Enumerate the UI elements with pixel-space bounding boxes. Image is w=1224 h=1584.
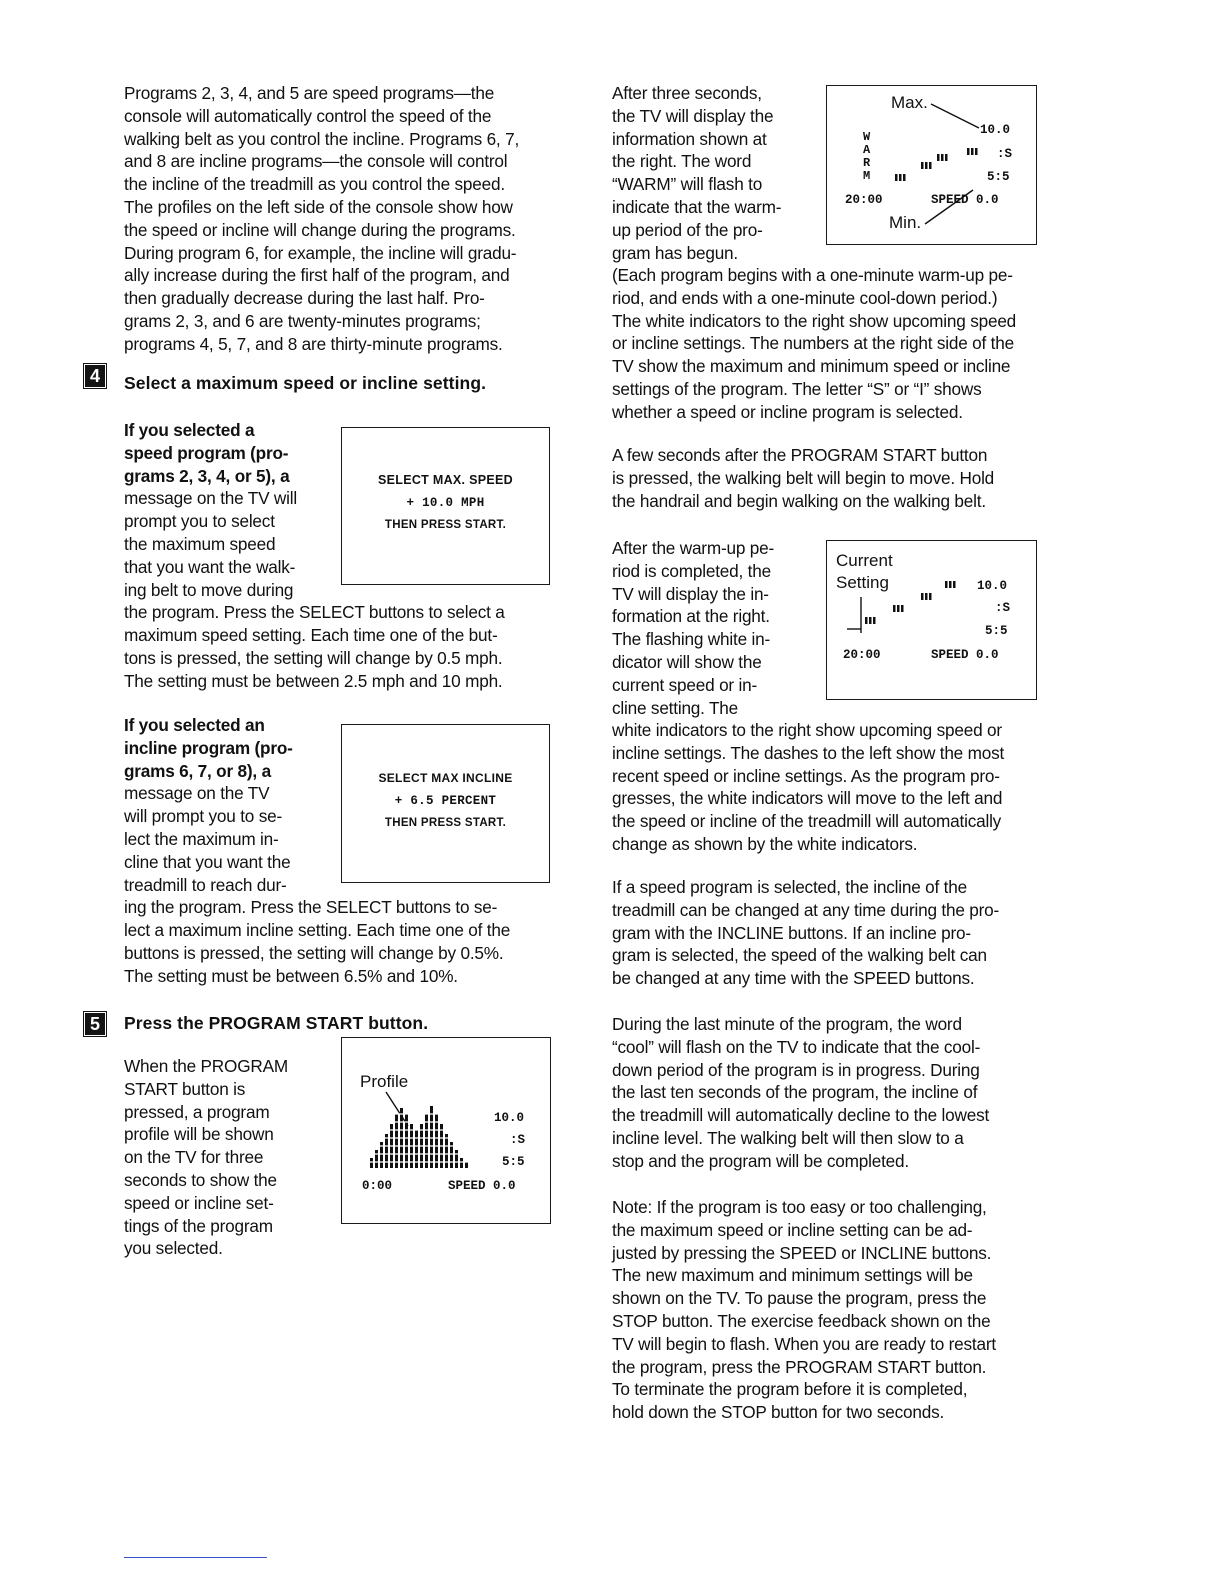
speed-text-line: prompt you to select <box>124 511 275 532</box>
footer-rule <box>124 1557 267 1558</box>
current-setting-side-paragraph <box>612 537 812 719</box>
start-line: A few seconds after the PROGRAM START button <box>612 445 988 465</box>
current-side-line: riod is completed, the <box>612 560 771 581</box>
warm-up-side-paragraph <box>612 82 812 264</box>
speed-prog-line: If a speed program is selected, the incline of the <box>612 877 967 897</box>
current-label: Current <box>836 551 893 570</box>
cool-line: down period of the program is in progress. During <box>612 1059 980 1080</box>
warm-letter: W <box>863 130 871 144</box>
cool-line: During the last minute of the program, the word <box>612 1014 962 1034</box>
cool-line: incline level. The walking belt will then slow to a <box>612 1127 964 1148</box>
step5-text-line: START button is <box>124 1078 246 1099</box>
step-5-heading: Press the PROGRAM START button. <box>124 1013 429 1033</box>
speed-text-line: tons is pressed, the setting will change by 0.5 mph. <box>124 647 503 668</box>
cool-down-paragraph <box>612 1013 1062 1173</box>
current-full-line: incline settings. The dashes to the left show the most <box>612 742 1005 763</box>
warm-type-indicator: :S <box>997 147 1013 161</box>
speed-bold-line: grams 2, 3, 4, or 5), a <box>124 465 290 486</box>
min-label: Min. <box>889 213 922 232</box>
incline-text-line: treadmill to reach dur- <box>124 874 287 895</box>
current-type-indicator: :S <box>995 601 1011 615</box>
profile-bars-graphic <box>342 1038 550 1223</box>
warm-max-value: 10.0 <box>980 123 1011 137</box>
current-side-line: cline setting. The <box>612 697 739 718</box>
warm-up-display <box>826 85 1037 245</box>
warm-full-line: (Each program begins with a one-minute warm-up pe- <box>612 265 1013 285</box>
note-line: STOP button. The exercise feedback shown on the <box>612 1310 991 1331</box>
speed-prog-line: treadmill can be changed at any time during the pro- <box>612 899 1000 920</box>
note-line: shown on the TV. To pause the program, press the <box>612 1288 987 1309</box>
incline-text-line: lect the maximum in- <box>124 828 279 849</box>
speed-bold-line: If you selected a <box>124 420 255 440</box>
speed-program-incline-paragraph <box>612 876 1062 990</box>
note-line: The new maximum and minimum settings will be <box>612 1265 973 1286</box>
cool-line: the treadmill will automatically decline to the lowest <box>612 1105 990 1126</box>
incline-text-line: ing the program. Press the SELECT buttons to se- <box>124 897 498 918</box>
setting-label: Setting <box>836 573 889 592</box>
warm-letter: R <box>863 156 871 170</box>
note-paragraph <box>612 1196 1062 1424</box>
incline-text-line: The setting must be between 6.5% and 10%. <box>124 965 458 986</box>
warm-up-arrows <box>827 86 1036 244</box>
intro-line: During program 6, for example, the incline will gradu- <box>124 242 517 263</box>
cool-line: the last ten seconds of the program, the incline of <box>612 1082 978 1103</box>
warm-min-value: 5:5 <box>987 170 1010 184</box>
warm-full-line: or incline settings. The numbers at the right side of the <box>612 333 1014 354</box>
warm-side-line: information shown at <box>612 128 767 149</box>
note-line: the program, press the PROGRAM START button. <box>612 1356 987 1377</box>
incline-bold-line: If you selected an <box>124 715 265 735</box>
warm-side-line: gram has begun. <box>612 242 738 263</box>
intro-line: the incline of the treadmill as you control the speed. <box>124 174 505 195</box>
current-speed: SPEED 0.0 <box>931 648 999 662</box>
warm-full-line: TV show the maximum and minimum speed or incline <box>612 356 1011 377</box>
intro-line: the speed or incline will change during the programs. <box>124 219 516 240</box>
speed-prog-line: be changed at any time with the SPEED buttons. <box>612 968 975 989</box>
start-walking-paragraph <box>612 444 1062 512</box>
select-max-incline-display <box>341 724 550 883</box>
note-line: To terminate the program before it is completed, <box>612 1379 968 1400</box>
intro-line: ally increase during the first half of the program, and <box>124 265 510 286</box>
speed-text-line: The setting must be between 2.5 mph and 10 mph. <box>124 670 503 691</box>
step5-text-line: on the TV for three <box>124 1147 264 1168</box>
current-full-line: recent speed or incline settings. As the program pro- <box>612 765 1000 786</box>
current-max-value: 10.0 <box>977 579 1008 593</box>
speed-prog-line: gram with the INCLINE buttons. If an incline pro- <box>612 922 971 943</box>
warm-letter: A <box>863 143 871 157</box>
incline-text-line: buttons is pressed, the setting will change by 0.5%. <box>124 942 504 963</box>
select-max-speed-display <box>341 427 550 585</box>
step5-text-line: tings of the program <box>124 1215 273 1236</box>
warm-time: 20:00 <box>845 193 883 207</box>
display-line: + 10.0 MPH <box>406 496 485 510</box>
profile-type-indicator: :S <box>510 1133 526 1147</box>
max-label: Max. <box>891 93 928 112</box>
start-line: is pressed, the walking belt will begin to move. Hold <box>612 467 995 488</box>
current-setting-display <box>826 540 1037 700</box>
display-line: THEN PRESS START. <box>384 519 507 531</box>
current-side-line: TV will display the in- <box>612 583 769 604</box>
speed-bold-line: speed program (pro- <box>124 442 289 463</box>
current-full-line: the speed or incline of the treadmill will automatically <box>612 811 1002 832</box>
display-line: SELECT MAX. SPEED <box>378 473 513 487</box>
current-side-line: formation at the right. <box>612 606 770 627</box>
note-line: Note: If the program is too easy or too challenging, <box>612 1197 987 1217</box>
profile-speed: SPEED 0.0 <box>448 1179 516 1193</box>
step-4-number: 4 <box>84 364 106 388</box>
intro-paragraph <box>124 82 564 356</box>
speed-text-line: the maximum speed <box>124 533 276 554</box>
profile-max-value: 10.0 <box>494 1111 525 1125</box>
intro-line: grams 2, 3, and 6 are twenty-minutes programs; <box>124 310 481 331</box>
warm-full-line: whether a speed or incline program is selected. <box>612 401 963 422</box>
current-time: 20:00 <box>843 648 881 662</box>
note-line: justed by pressing the SPEED or INCLINE buttons. <box>612 1242 992 1263</box>
warm-full-line: riod, and ends with a one-minute cool-down period.) <box>612 287 998 308</box>
current-side-line: The flashing white in- <box>612 629 771 650</box>
note-line: TV will begin to flash. When you are ready to restart <box>612 1333 996 1354</box>
step5-text-line: seconds to show the <box>124 1169 277 1190</box>
start-line: the handrail and begin walking on the walking belt. <box>612 490 986 511</box>
step5-text-line: you selected. <box>124 1238 223 1259</box>
intro-line: Programs 2, 3, 4, and 5 are speed programs—the <box>124 83 495 103</box>
warm-side-line: “WARM” will flash to <box>612 174 763 195</box>
warm-side-line: the TV will display the <box>612 105 774 126</box>
warm-side-line: up period of the pro- <box>612 219 763 240</box>
incline-bold-line: grams 6, 7, or 8), a <box>124 760 271 781</box>
current-full-line: white indicators to the right show upcoming speed or <box>612 720 1002 740</box>
note-line: hold down the STOP button for two seconds. <box>612 1402 945 1423</box>
intro-line: console will automatically control the speed of the <box>124 105 492 126</box>
speed-text-line: maximum speed setting. Each time one of the but- <box>124 625 498 646</box>
step-4-heading: Select a maximum speed or incline setting. <box>124 373 487 393</box>
speed-text-line: ing belt to move during <box>124 579 294 600</box>
step5-text-line: When the PROGRAM <box>124 1056 288 1076</box>
warm-side-line: After three seconds, <box>612 83 762 103</box>
intro-line: and 8 are incline programs—the console will control <box>124 151 508 172</box>
profile-display <box>341 1037 551 1224</box>
current-side-line: dicator will show the <box>612 651 762 672</box>
current-full-line: gresses, the white indicators will move to the left and <box>612 788 1003 809</box>
step-5-number: 5 <box>84 1012 106 1036</box>
profile-time: 0:00 <box>362 1179 393 1193</box>
profile-min-value: 5:5 <box>502 1155 525 1169</box>
current-full-line: change as shown by the white indicators. <box>612 833 918 854</box>
intro-line: then gradually decrease during the last half. Pro- <box>124 288 485 309</box>
note-line: the maximum speed or incline setting can be ad- <box>612 1219 973 1240</box>
display-line: SELECT MAX INCLINE <box>378 771 513 785</box>
incline-text-line: will prompt you to se- <box>124 806 282 827</box>
incline-text-line: message on the TV <box>124 783 270 804</box>
current-side-line: After the warm-up pe- <box>612 538 775 558</box>
step5-text-line: pressed, a program <box>124 1101 270 1122</box>
incline-text-line: lect a maximum incline setting. Each time one of the <box>124 920 511 941</box>
speed-text-line: message on the TV will <box>124 488 297 509</box>
current-min-value: 5:5 <box>985 624 1008 638</box>
warm-side-line: the right. The word <box>612 151 752 172</box>
incline-bold-line: incline program (pro- <box>124 737 293 758</box>
program-start-paragraph <box>124 1055 324 1260</box>
warm-up-full-paragraph <box>612 264 1062 424</box>
step5-text-line: speed or incline set- <box>124 1192 274 1213</box>
step5-text-line: profile will be shown <box>124 1124 274 1145</box>
cool-line: “cool” will flash on the TV to indicate that the cool- <box>612 1036 981 1057</box>
warm-full-line: The white indicators to the right show upcoming speed <box>612 310 1017 331</box>
speed-text-line: the program. Press the SELECT buttons to select a <box>124 602 505 623</box>
current-setting-indicators <box>827 541 1036 699</box>
speed-prog-line: gram is selected, the speed of the walking belt can <box>612 945 987 966</box>
warm-full-line: settings of the program. The letter “S” or “I” shows <box>612 378 982 399</box>
warm-speed: SPEED 0.0 <box>931 193 999 207</box>
current-setting-full-paragraph <box>612 719 1062 856</box>
speed-text-line: that you want the walk- <box>124 556 296 577</box>
incline-text-line: cline that you want the <box>124 851 291 872</box>
intro-line: programs 4, 5, 7, and 8 are thirty-minute programs. <box>124 333 503 354</box>
intro-line: walking belt as you control the incline. Programs 6, 7, <box>124 128 520 149</box>
profile-label: Profile <box>360 1072 409 1091</box>
display-line: THEN PRESS START. <box>384 817 507 829</box>
display-line: + 6.5 PERCENT <box>394 794 497 808</box>
cool-line: stop and the program will be completed. <box>612 1150 909 1171</box>
current-side-line: current speed or in- <box>612 674 758 695</box>
warm-letter: M <box>863 169 871 183</box>
warm-side-line: indicate that the warm- <box>612 196 782 217</box>
intro-line: The profiles on the left side of the console show how <box>124 196 513 217</box>
